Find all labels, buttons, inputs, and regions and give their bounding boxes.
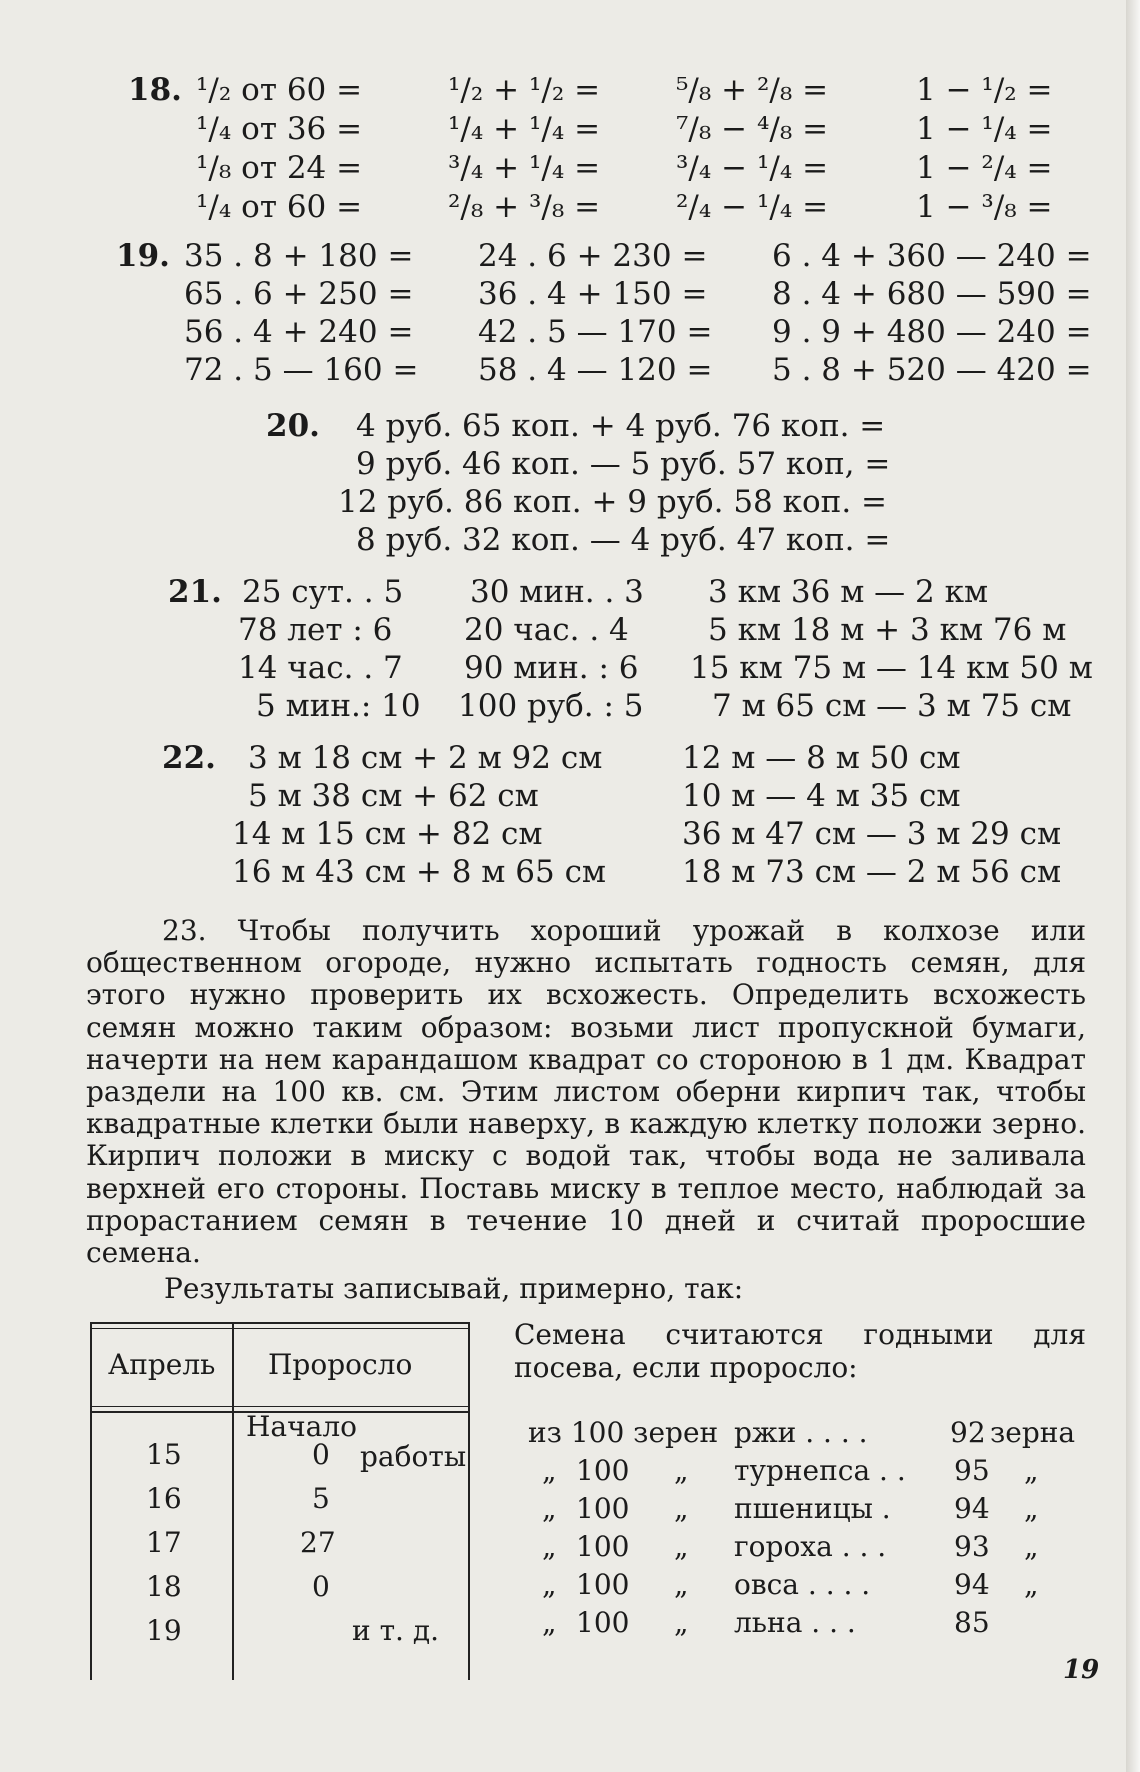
ditto-mark: „ (1024, 1530, 1039, 1563)
problem: 8 руб. 32 коп. — 4 руб. 47 коп. = (356, 522, 891, 558)
seed-name: гороха . . . (734, 1530, 887, 1563)
day-cell: 16 (146, 1482, 182, 1515)
ditto-mark: „ (542, 1454, 557, 1487)
problem: 6 . 4 + 360 — 240 = (772, 238, 1092, 274)
column-header-sprouted: Проросло (268, 1348, 413, 1381)
problem: 58 . 4 — 120 = (478, 352, 713, 388)
ditto-mark: „ (542, 1492, 557, 1525)
problem: ¹/₄ от 60 = (196, 189, 363, 225)
day-cell: 19 (146, 1614, 182, 1647)
problem: 1 − ¹/₂ = (916, 72, 1053, 108)
exercise-number: 19. (116, 238, 170, 274)
problem: ²/₄ − ¹/₄ = (676, 189, 829, 225)
seed-value: 92 (950, 1416, 986, 1449)
problem: 4 руб. 65 коп. + 4 руб. 76 коп. = (356, 408, 886, 444)
seed-name: льна . . . (734, 1606, 856, 1639)
seed-intro: Семена считаются годными для посева, если проросло: (514, 1318, 1086, 1384)
count-cell: 5 (312, 1482, 330, 1515)
seed-amount: 100 (576, 1530, 630, 1563)
problem: ³/₄ − ¹/₄ = (676, 150, 829, 186)
problem: 24 . 6 + 230 = (478, 238, 708, 274)
seed-name: ржи . . . . (734, 1416, 868, 1449)
problem: 1 − ³/₈ = (916, 189, 1053, 225)
exercise-number: 21. (168, 574, 222, 610)
problem: 20 час. . 4 (464, 612, 629, 648)
problem: 14 м 15 см + 82 см (232, 816, 543, 852)
paragraph: 23. Чтобы получить хороший урожай в колхозе или общественном огороде, нужно испытать годность семян, для этого нужно проверить их всхожесть. Определить всхожесть семян можно таким образом: возьми лист пропускной бумаги, начерти на нем карандашом квадрат со стороною в 1 дм. Квадрат раздели на 100 кв. см. Этим листом оберни кирпич так, чтобы квадратные клетки были наверху, в каждую клетку положи зерно. Кирпич положи в миску с водой так, чтобы вода не заливала верхней его стороны. Поставь миску в теплое место, наблюдай за прорастанием семян в течение 10 дней и считай проросшие семена. (86, 914, 1086, 1270)
table-column-divider (232, 1322, 234, 1680)
problem: ¹/₂ от 60 = (196, 72, 363, 108)
ditto-mark: „ (674, 1606, 689, 1639)
ditto-mark: „ (542, 1606, 557, 1639)
seed-value: 94 (954, 1568, 990, 1601)
problem: ⁵/₈ + ²/₈ = (676, 72, 829, 108)
problem: 3 км 36 м — 2 км (708, 574, 989, 610)
table-top-rule (90, 1322, 470, 1324)
day-cell: 15 (146, 1438, 182, 1471)
problem: ¹/₈ от 24 = (196, 150, 363, 186)
problem: 56 . 4 + 240 = (184, 314, 414, 350)
problem: 8 . 4 + 680 — 590 = (772, 276, 1092, 312)
problem: 15 км 75 м — 14 км 50 м (690, 650, 1093, 686)
results-table (90, 1322, 470, 1680)
problem: 18 м 73 см — 2 м 56 см (682, 854, 1062, 890)
table-right-border (468, 1322, 470, 1680)
problem: 5 м 38 см + 62 см (248, 778, 539, 814)
seed-name: турнепса . . (734, 1454, 906, 1487)
ditto-mark: „ (542, 1568, 557, 1601)
problem: 25 сут. . 5 (242, 574, 404, 610)
count-cell: 0 (312, 1438, 330, 1471)
problem: 12 руб. 86 коп. + 9 руб. 58 коп. = (338, 484, 888, 520)
problem: 65 . 6 + 250 = (184, 276, 414, 312)
problem: 100 руб. : 5 (458, 688, 644, 724)
results-caption: Результаты записывай, примерно, так: (164, 1272, 744, 1305)
seed-prefix: из 100 зерен (528, 1416, 719, 1449)
ditto-mark: „ (542, 1530, 557, 1563)
problem: ⁷/₈ − ⁴/₈ = (676, 111, 829, 147)
problem: 9 . 9 + 480 — 240 = (772, 314, 1092, 350)
ditto-mark: „ (674, 1492, 689, 1525)
problem: 1 − ¹/₄ = (916, 111, 1053, 147)
problem: ¹/₄ от 36 = (196, 111, 363, 147)
table-header-rule (90, 1406, 470, 1407)
problem: 16 м 43 см + 8 м 65 см (232, 854, 607, 890)
problem: 5 мин.: 10 (256, 688, 421, 724)
ditto-mark: „ (674, 1530, 689, 1563)
seed-value: 94 (954, 1492, 990, 1525)
problem: ³/₄ + ¹/₄ = (448, 150, 601, 186)
seed-value: 85 (954, 1606, 990, 1639)
problem: ¹/₂ + ¹/₂ = (448, 72, 601, 108)
problem: 30 мин. . 3 (470, 574, 644, 610)
problem: 5 . 8 + 520 — 420 = (772, 352, 1092, 388)
note-work: работы (360, 1440, 467, 1473)
count-cell: 0 (312, 1570, 330, 1603)
page-edge (1126, 0, 1140, 1772)
problem: 3 м 18 см + 2 м 92 см (248, 740, 603, 776)
day-cell: 17 (146, 1526, 182, 1559)
problem: 72 . 5 — 160 = (184, 352, 419, 388)
problem: 10 м — 4 м 35 см (682, 778, 961, 814)
ditto-mark: „ (1024, 1492, 1039, 1525)
exercise-23-text (86, 915, 1086, 1269)
ditto-mark: „ (1024, 1568, 1039, 1601)
problem: 36 м 47 см — 3 м 29 см (682, 816, 1062, 852)
note-start: Начало (246, 1410, 357, 1443)
seed-amount: 100 (576, 1568, 630, 1601)
seed-amount: 100 (576, 1492, 630, 1525)
problem: 42 . 5 — 170 = (478, 314, 713, 350)
seed-value: 95 (954, 1454, 990, 1487)
problem: 14 час. . 7 (238, 650, 403, 686)
exercise-number: 20. (266, 408, 320, 444)
count-cell: 27 (300, 1526, 336, 1559)
problem: 36 . 4 + 150 = (478, 276, 708, 312)
ditto-mark: „ (674, 1454, 689, 1487)
problem: 12 м — 8 м 50 см (682, 740, 961, 776)
table-top-rule-thin (90, 1328, 470, 1329)
page-number: 19 (1063, 1655, 1100, 1685)
problem: 78 лет : 6 (238, 612, 393, 648)
seed-name: овса . . . . (734, 1568, 871, 1601)
table-left-border (90, 1322, 92, 1680)
column-header-april: Апрель (108, 1348, 216, 1381)
problem: ¹/₄ + ¹/₄ = (448, 111, 601, 147)
problem: 5 км 18 м + 3 км 76 м (708, 612, 1067, 648)
seed-amount: 100 (576, 1454, 630, 1487)
problem: 90 мин. : 6 (464, 650, 639, 686)
ditto-mark: „ (674, 1568, 689, 1601)
day-cell: 18 (146, 1570, 182, 1603)
problem: 35 . 8 + 180 = (184, 238, 414, 274)
problem: 9 руб. 46 коп. — 5 руб. 57 коп, = (356, 446, 891, 482)
problem: 7 м 65 см — 3 м 75 см (712, 688, 1072, 724)
seed-unit: зерна (990, 1416, 1076, 1449)
problem: ²/₈ + ³/₈ = (448, 189, 601, 225)
ditto-mark: „ (1024, 1454, 1039, 1487)
seed-name: пшеницы . (734, 1492, 891, 1525)
etc-cell: и т. д. (352, 1614, 439, 1647)
exercise-number: 22. (162, 740, 216, 776)
seed-value: 93 (954, 1530, 990, 1563)
problem: 1 − ²/₄ = (916, 150, 1053, 186)
seed-amount: 100 (576, 1606, 630, 1639)
exercise-number: 18. (128, 72, 182, 108)
